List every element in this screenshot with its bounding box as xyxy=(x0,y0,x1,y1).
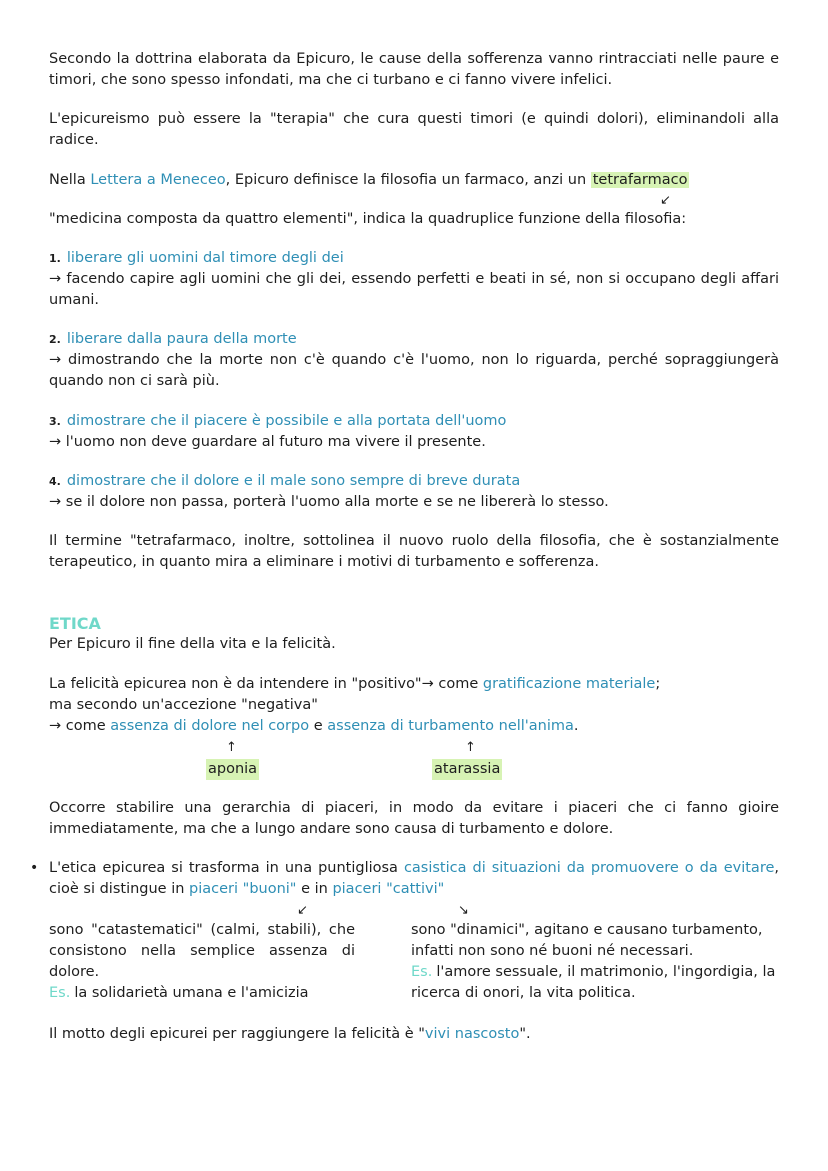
tetrafarmaco-highlight: tetrafarmaco xyxy=(592,172,688,188)
etica-line-1: Per Epicuro il fine della vita e la felicità. xyxy=(49,636,336,652)
vivi-nascosto-link: vivi nascosto xyxy=(424,1026,520,1042)
assenza-turbamento-link: assenza di turbamento nell'anima xyxy=(327,718,574,734)
intro-paragraph-3 xyxy=(49,170,779,191)
etica-heading: ETICA xyxy=(49,614,101,633)
intro-p3-mid: , Epicuro definisce la filosofia un farmaco, anzi un xyxy=(225,172,591,188)
aponia-term: aponia xyxy=(206,759,259,780)
up-arrow-icon: ↑ xyxy=(465,740,476,755)
motto-line: Il motto degli epicurei per raggiungere la felicità è "vivi nascosto". xyxy=(49,1026,531,1042)
function-desc: → facendo capire agli uomini che gli dei, essendo perfetti e beati in sé, non si occupano degli affari umani. xyxy=(49,271,779,308)
gratificazione-link: gratificazione materiale xyxy=(482,676,656,692)
function-desc: → dimostrando che la morte non c'è quando c'è l'uomo, non lo riguarda, perché sopraggiungerà quando non ci sarà più. xyxy=(49,352,779,389)
up-arrow-icon: ↑ xyxy=(226,740,237,755)
piaceri-cattivi-column xyxy=(411,920,779,1004)
function-number: 2. xyxy=(49,333,61,346)
function-item-4 xyxy=(49,471,779,513)
felicita-line-1: La felicità epicurea non è da intendere in "positivo"→ come gratificazione materiale; xyxy=(49,676,661,692)
es-label: Es. xyxy=(411,964,433,980)
es-label: Es. xyxy=(49,985,71,1001)
piaceri-buoni-desc: sono "catastematici" (calmi, stabili), che consistono nella semplice assenza di dolore. xyxy=(49,922,355,980)
intro-paragraph-1: Secondo la dottrina elaborata da Epicuro, le cause della sofferenza vanno rintracciati nelle paure e timori, che sono spesso infondati, ma che ci turbano e ci fanno vivere infelici. xyxy=(49,51,779,88)
function-desc: → se il dolore non passa, porterà l'uomo alla morte e se ne libererà lo stesso. xyxy=(49,494,609,510)
casistica-link: casistica di situazioni da promuovere o da evitare xyxy=(403,860,775,876)
function-title: liberare dalla paura della morte xyxy=(66,331,297,347)
piaceri-cattivi-link: piaceri "cattivi" xyxy=(332,881,445,897)
function-item-2 xyxy=(49,329,779,392)
function-item-3 xyxy=(49,411,779,453)
intro-paragraph-4: "medicina composta da quattro elementi", indica la quadruplice funzione della filosofia: xyxy=(49,211,687,227)
felicita-line-2: ma secondo un'accezione "negativa" xyxy=(49,697,318,713)
atarassia-term: atarassia xyxy=(432,759,502,780)
function-number: 3. xyxy=(49,415,61,428)
assenza-dolore-link: assenza di dolore nel corpo xyxy=(110,718,310,734)
function-number: 1. xyxy=(49,252,61,265)
lettera-meneceo-link: Lettera a Meneceo xyxy=(90,172,226,188)
summary-paragraph: Il termine "tetrafarmaco, inoltre, sottolinea il nuovo ruolo della filosofia, che è sostanzialmente terapeutico, in quanto mira a eliminare i motivi di turbamento e sofferenza. xyxy=(49,533,779,570)
piaceri-buoni-column xyxy=(49,920,355,1004)
function-title: dimostrare che il dolore e il male sono sempre di breve durata xyxy=(66,473,521,489)
piaceri-cattivi-example: l'amore sessuale, il matrimonio, l'ingordigia, la ricerca di onori, la vita politica. xyxy=(411,964,776,1001)
function-item-1 xyxy=(49,248,779,311)
function-desc: → l'uomo non deve guardare al futuro ma vivere il presente. xyxy=(49,434,486,450)
piaceri-cattivi-desc: sono "dinamici", agitano e causano turbamento, infatti non sono né buoni né necessari. xyxy=(411,922,763,959)
piaceri-buoni-example: la solidarietà umana e l'amicizia xyxy=(74,985,309,1001)
function-number: 4. xyxy=(49,475,61,488)
intro-paragraph-2: L'epicureismo può essere la "terapia" che cura questi timori (e quindi dolori), eliminandoli alla radice. xyxy=(49,111,779,148)
intro-p3-pre: Nella xyxy=(49,172,91,188)
down-left-arrow-icon: ↙ xyxy=(660,193,671,208)
gerarchia-paragraph: Occorre stabilire una gerarchia di piaceri, in modo da evitare i piaceri che ci fanno gioire immediatamente, ma che a lungo andare sono causa di turbamento e dolore. xyxy=(49,800,779,837)
function-title: liberare gli uomini dal timore degli dei xyxy=(66,250,344,266)
function-title: dimostrare che il piacere è possibile e alla portata dell'uomo xyxy=(66,413,507,429)
piaceri-buoni-link: piaceri "buoni" xyxy=(189,881,297,897)
bullet-icon: • xyxy=(30,860,39,876)
casistica-paragraph: L'etica epicurea si trasforma in una puntigliosa casistica di situazioni da promuovere o da evitare, cioè si distingue in piaceri "buoni" e in piaceri "cattivi" xyxy=(49,860,779,897)
down-right-arrow-icon: ↘ xyxy=(458,903,469,918)
felicita-line-3: → come assenza di dolore nel corpo e assenza di turbamento nell'anima. xyxy=(49,718,579,734)
down-left-arrow-icon: ↙ xyxy=(297,903,308,918)
